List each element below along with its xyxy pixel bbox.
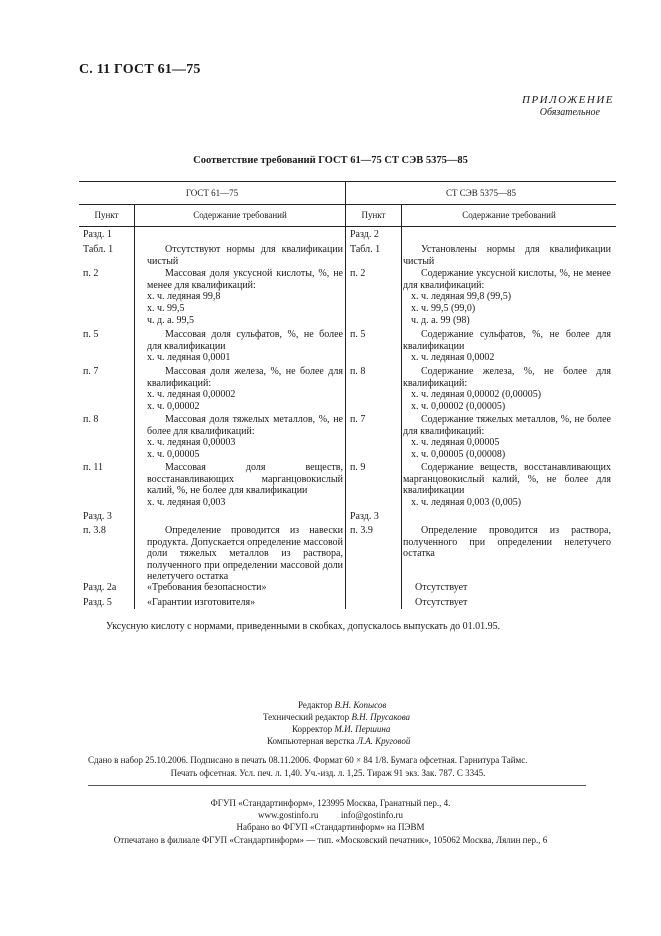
credit-name: В.Н. Прусакова bbox=[351, 712, 411, 722]
credit-line bbox=[267, 735, 410, 747]
column-header-point: Пункт bbox=[361, 210, 386, 220]
table-row-value: х. ч. ледяная 0,00005 bbox=[411, 437, 500, 448]
table-row-value: х. ч. 99,5 bbox=[147, 303, 185, 314]
table-row-value: х. ч. ледяная 99,8 bbox=[147, 291, 221, 302]
table-row-content: Содержание уксусной кислоты, %, не менее для квалификаций: bbox=[403, 268, 611, 291]
table-row-content: Массовая доля сульфатов, %, не более для квалификации bbox=[147, 329, 343, 352]
table-row-value: ч. д. а. 99 (98) bbox=[411, 315, 470, 326]
table-row-value: х. ч. ледяная 99,8 (99,5) bbox=[411, 291, 512, 302]
table-row-content: Массовая доля железа, %, не более для квалификаций: bbox=[147, 366, 343, 389]
table-row-value: х. ч. 0,00005 bbox=[147, 449, 200, 460]
appendix-title: ПРИЛОЖЕНИЕ bbox=[522, 94, 614, 106]
table-row-content: Массовая доля тяжелых металлов, %, не более для квалификаций: bbox=[147, 414, 343, 437]
divider bbox=[88, 785, 586, 786]
publisher-footer bbox=[0, 797, 661, 846]
table-row-value: х. ч. 0,00002 bbox=[147, 401, 200, 412]
table-row-value: х. ч. ледяная 0,0002 bbox=[411, 352, 495, 363]
table-col-divider bbox=[401, 204, 402, 609]
table-row-point: п. 3.9 bbox=[350, 525, 373, 536]
table-row-value: х. ч. 0,00002 (0,00005) bbox=[411, 401, 506, 412]
table-row-value: х. ч. ледяная 0,00003 bbox=[147, 437, 236, 448]
credit-role: Редактор bbox=[298, 700, 333, 710]
credit-name: Л.А. Круговой bbox=[356, 736, 411, 746]
table-row-content: Содержание железа, %, не более для квалификаций: bbox=[403, 366, 611, 389]
table-row-point: п. 8 bbox=[350, 366, 366, 377]
table-row-value: х. ч. ледяная 0,0001 bbox=[147, 352, 231, 363]
credit-role: Компьютерная верстка bbox=[267, 736, 355, 746]
table-row-point: п. 2 bbox=[350, 268, 366, 279]
table-row-content: Содержание тяжелых металлов, %, не более для квалификаций: bbox=[403, 414, 611, 437]
table-row-content: Определение проводится из навески продукта. Допускается определение массовой доли тяжелых металлов из раствора, полученного при определении массовой доли нелетучего остатка bbox=[147, 525, 343, 583]
table-note: Уксусную кислоту с нормами, приведенными в скобках, допускалось выпускать до 01.01.95. bbox=[106, 621, 501, 632]
table-row-point: п. 5 bbox=[83, 329, 99, 340]
table-header-rule bbox=[79, 204, 616, 205]
table-row-point: Разд. 1 bbox=[83, 229, 112, 240]
footer-line: Набрано во ФГУП «Стандартинформ» на ПЭВМ bbox=[236, 822, 425, 833]
table-row-point: Табл. 1 bbox=[83, 244, 114, 255]
page-header: С. 11 ГОСТ 61—75 bbox=[79, 62, 201, 77]
table-row-point: Разд. 3 bbox=[83, 511, 112, 522]
credit-line bbox=[298, 699, 386, 711]
footer-line: Отпечатано в филиале ФГУП «Стандартинформ» — тип. «Московский печатник», 105062 Москва, Лялин пер., 6 bbox=[113, 834, 548, 845]
credit-line bbox=[263, 711, 410, 723]
table-row-value: ч. д. а. 99,5 bbox=[147, 315, 195, 326]
table-row-value: х. ч. 99,5 (99,0) bbox=[411, 303, 476, 314]
table-col-divider bbox=[134, 204, 135, 609]
table-row-content: Отсутствуют нормы для квалификации чистый bbox=[147, 244, 343, 267]
table-row-content: Определение проводится из раствора, полученного при определении нелетучего остатка bbox=[403, 525, 611, 560]
table-row-point: п. 7 bbox=[350, 414, 366, 425]
table-row-content: Массовая доля уксусной кислоты, %, не менее для квалификаций: bbox=[147, 268, 343, 291]
table-row-point: п. 11 bbox=[83, 462, 103, 473]
table-row-content: Установлены нормы для квалификации чистый bbox=[403, 244, 611, 267]
table-row-content: Отсутствует bbox=[415, 597, 468, 608]
table-row-point: п. 7 bbox=[83, 366, 99, 377]
credit-role: Корректор bbox=[292, 724, 333, 734]
appendix-subtitle: Обязательное bbox=[539, 107, 600, 118]
table-row-point: п. 3.8 bbox=[83, 525, 106, 536]
print-info-line: Сдано в набор 25.10.2006. Подписано в печать 08.11.2006. Формат 60 × 84 1/8. Бумага офсетная. Гарнитура Таймс. bbox=[88, 755, 528, 765]
credit-name: М.И. Першина bbox=[334, 724, 391, 734]
table-row-point: п. 5 bbox=[350, 329, 366, 340]
table-row-content: Содержание веществ, восстанавливающих марганцовокислый калий, %, не более для квалификации bbox=[403, 462, 611, 497]
credit-name: В.Н. Копысов bbox=[334, 700, 387, 710]
table-row-point: п. 8 bbox=[83, 414, 99, 425]
left-standard-header: ГОСТ 61—75 bbox=[185, 188, 239, 198]
table-row-content: Отсутствует bbox=[415, 582, 468, 593]
footer-line: ФГУП «Стандартинформ», 123995 Москва, Гранатный пер., 4. bbox=[210, 798, 451, 808]
table-center-divider bbox=[345, 181, 346, 609]
table-row-content: Массовая доля веществ, восстанавливающих марганцовокислый калий, %, не более для квалификации bbox=[147, 462, 343, 497]
table-row-value: х. ч. ледяная 0,00002 (0,00005) bbox=[411, 389, 542, 400]
print-info bbox=[88, 754, 588, 779]
credit-line bbox=[292, 723, 390, 735]
table-row-content: «Гарантии изготовителя» bbox=[147, 597, 256, 608]
table-top-rule bbox=[79, 181, 616, 182]
column-header-content: Содержание требований bbox=[193, 210, 287, 220]
table-row-value: х. ч. ледяная 0,003 (0,005) bbox=[411, 497, 522, 508]
right-standard-header: СТ СЭВ 5375—85 bbox=[446, 188, 516, 198]
table-row-value: х. ч. ледяная 0,00002 bbox=[147, 389, 236, 400]
column-header-point: Пункт bbox=[94, 210, 119, 220]
table-subheader-rule bbox=[79, 226, 616, 227]
table-row-content: Содержание сульфатов, %, не более для квалификации bbox=[403, 329, 611, 352]
footer-line: www.gostinfo.ru info@gostinfo.ru bbox=[258, 810, 403, 821]
table-row-point: Разд. 5 bbox=[83, 597, 112, 608]
table-row-point: п. 2 bbox=[83, 268, 99, 279]
table-row-point: Разд. 2 bbox=[350, 229, 379, 240]
table-row-point: Разд. 2а bbox=[83, 582, 117, 593]
credit-role: Технический редактор bbox=[263, 712, 350, 722]
table-row-content: «Требования безопасности» bbox=[147, 582, 267, 593]
table-row-value: х. ч. 0,00005 (0,00008) bbox=[411, 449, 506, 460]
column-header-content: Содержание требований bbox=[462, 210, 556, 220]
print-info-line: Печать офсетная. Усл. печ. л. 1,40. Уч.-изд. л. 1,25. Тираж 91 экз. Зак. 787. С 3345. bbox=[170, 767, 486, 778]
table-row-point: Табл. 1 bbox=[350, 244, 381, 255]
table-title: Соответствие требований ГОСТ 61—75 СТ СЭВ 5375—85 bbox=[193, 155, 468, 166]
table-row-point: Разд. 3 bbox=[350, 511, 379, 522]
table-row-value: х. ч. ледяная 0,003 bbox=[147, 497, 226, 508]
table-row-point: п. 9 bbox=[350, 462, 366, 473]
